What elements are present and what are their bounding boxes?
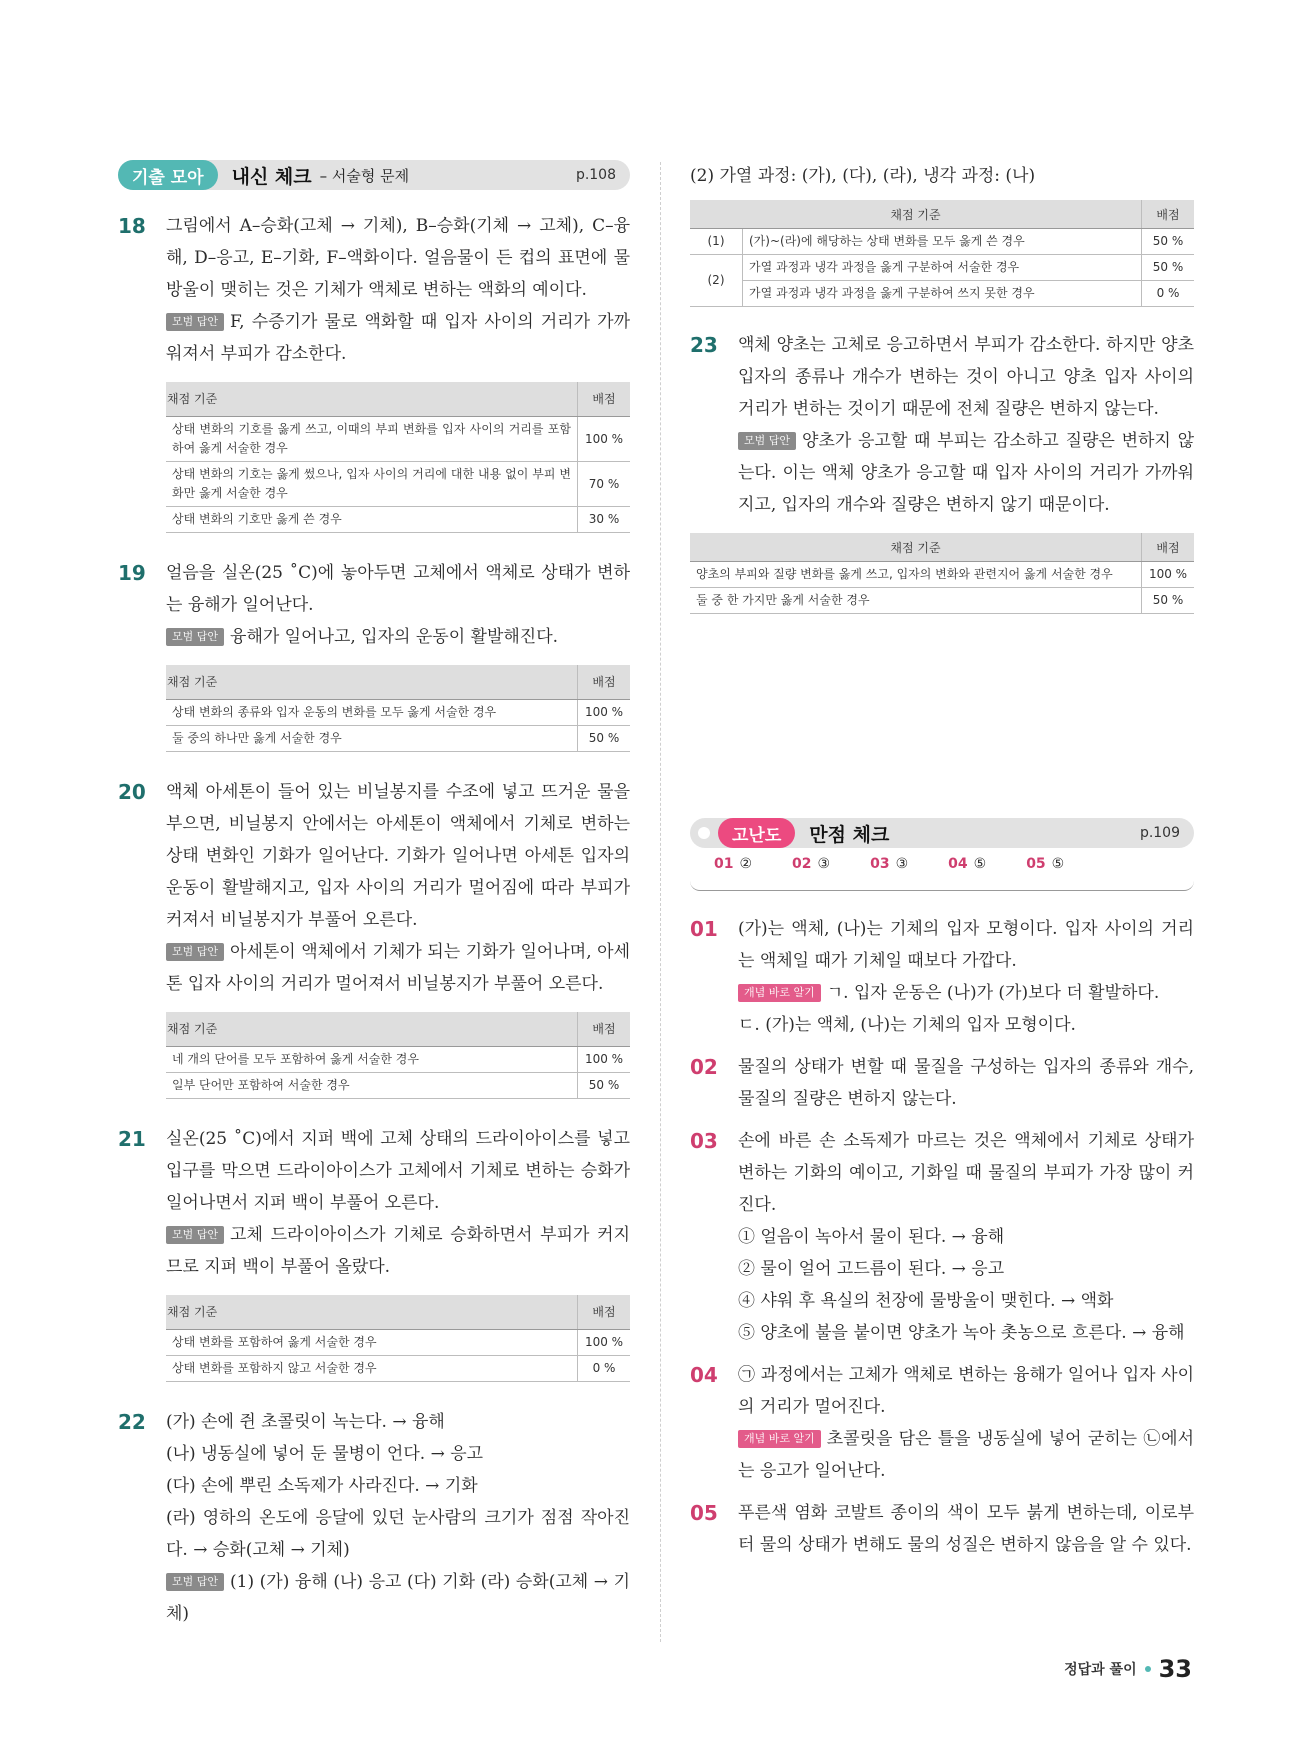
- scoring-table: [166, 665, 630, 752]
- model-answer: [166, 1566, 630, 1630]
- column-divider: [660, 162, 661, 1642]
- criteria-cell: 양초의 부피와 질량 변화를 옳게 쓰고, 입자의 변화와 관련지어 옳게 서술한 경우: [690, 562, 1142, 588]
- score-cell: 50 %: [1142, 255, 1195, 281]
- question-05: [690, 1497, 1194, 1561]
- concept-note: [738, 977, 1194, 1009]
- page-footer: [1064, 1655, 1192, 1683]
- score-cell: 30 %: [578, 507, 631, 533]
- section-title: 만점 체크: [809, 823, 890, 846]
- question-number: 23: [690, 333, 718, 357]
- question-text: 물질의 상태가 변할 때 물질을 구성하는 입자의 종류와 개수, 물질의 질량은 변하지 않는다.: [738, 1057, 1194, 1109]
- question-23: [690, 329, 1194, 521]
- choice-line: ⑤ 양초에 불을 붙이면 양초가 녹아 촛농으로 흐른다. → 융해: [738, 1323, 1185, 1343]
- question-number: 02: [690, 1055, 718, 1079]
- question-text: 실온(25 ˚C)에서 지퍼 백에 고체 상태의 드라이아이스를 넣고 입구를 막으면 드라이아이스가 고체에서 기체로 변하는 승화가 일어나면서 지퍼 백이 부풀어 오른다.: [166, 1129, 630, 1213]
- footer-dot-icon: [1145, 1666, 1151, 1672]
- question-number: 18: [118, 214, 146, 238]
- page-number: 33: [1158, 1655, 1192, 1683]
- table-header-criteria: 채점 기준: [166, 665, 578, 700]
- table-header-score: 배점: [1142, 533, 1195, 562]
- criteria-cell: (가)~(라)에 해당하는 상태 변화를 모두 옳게 쓴 경우: [743, 229, 1142, 255]
- left-column: [118, 160, 630, 1630]
- model-answer-tag: 모범 답안: [166, 628, 224, 646]
- scoring-table: [166, 1012, 630, 1099]
- question-text: 그림에서 A–승화(고체 → 기체), B–승화(기체 → 고체), C–융해, D–응고, E–기화, F–액화이다. 얼음물이 든 컵의 표면에 물방울이 맺히는 것은 기체가 액체로 변하는 액화의 예이다.: [166, 216, 630, 300]
- question-text: 푸른색 염화 코발트 종이의 색이 모두 붉게 변하는데, 이로부터 물의 상태가 변해도 물의 성질은 변하지 않음을 알 수 있다.: [738, 1503, 1194, 1555]
- question-04: [690, 1359, 1194, 1487]
- question-number: 22: [118, 1410, 146, 1434]
- section-page-ref: p.109: [1139, 825, 1180, 841]
- model-answer-tag: 모범 답안: [166, 943, 224, 961]
- table-header-criteria: 채점 기준: [690, 200, 1142, 229]
- scoring-table: [166, 382, 630, 533]
- answer-choice: ②: [739, 856, 753, 872]
- answer-number: 05: [1026, 856, 1046, 872]
- score-cell: 50 %: [578, 1073, 631, 1099]
- criteria-cell: 상태 변화의 기호는 옳게 썼으나, 입자 사이의 거리에 대한 내용 없이 부피 변화만 옳게 서술한 경우: [166, 462, 578, 507]
- criteria-cell: 상태 변화를 포함하지 않고 서술한 경우: [166, 1356, 578, 1382]
- concept-tag: 개념 바로 알기: [738, 984, 821, 1002]
- score-cell: 0 %: [1142, 281, 1195, 307]
- criteria-cell: 가열 과정과 냉각 과정을 옳게 구분하여 서술한 경우: [743, 255, 1142, 281]
- scoring-table-22: [690, 200, 1194, 307]
- model-answer-text: 고체 드라이아이스가 기체로 승화하면서 부피가 커지므로 지퍼 백이 부풀어 올랐다.: [166, 1225, 630, 1277]
- question-text: 손에 바른 손 소독제가 마르는 것은 액체에서 기체로 상태가 변하는 기화의 예이고, 기화일 때 물질의 부피가 가장 많이 커진다.: [738, 1131, 1194, 1215]
- table-row: [690, 588, 1194, 614]
- model-answer-text: 융해가 일어나고, 입자의 운동이 활발해진다.: [230, 627, 559, 647]
- table-row: [166, 1330, 630, 1356]
- footer-label: 정답과 풀이: [1064, 1662, 1137, 1678]
- model-answer-tag: 모범 답안: [166, 1226, 224, 1244]
- question-number: 21: [118, 1127, 146, 1151]
- table-header-score: 배점: [578, 1295, 631, 1330]
- table-row: [166, 726, 630, 752]
- question-19: [118, 557, 630, 752]
- model-answer-tag: 모범 답안: [166, 313, 224, 331]
- table-header-score: 배점: [1142, 200, 1195, 229]
- table-row: [166, 1073, 630, 1099]
- answer-key-item: [948, 856, 986, 872]
- question-22-continued: [690, 160, 1194, 192]
- table-header-criteria: 채점 기준: [166, 1012, 578, 1047]
- table-header-criteria: 채점 기준: [166, 382, 578, 417]
- section-header-gonando: [690, 818, 1194, 848]
- question-text: 액체 아세톤이 들어 있는 비닐봉지를 수조에 넣고 뜨거운 물을 부으면, 비닐봉지 안에서는 아세톤이 액체에서 기체로 변하는 상태 변화인 기화가 일어난다. 기화가 일어나면 아세톤 입자의 운동이 활발해지고, 입자 사이의 거리가 멀어짐에 따라 부피가 커져서 비닐봉지가 부풀어 오른다.: [166, 782, 630, 930]
- answer-number: 03: [870, 856, 890, 872]
- score-cell: 100 %: [578, 700, 631, 726]
- section-page-ref: p.108: [575, 167, 616, 183]
- concept-tag: 개념 바로 알기: [738, 1430, 821, 1448]
- table-row: [166, 1047, 630, 1073]
- question-02: [690, 1051, 1194, 1115]
- criteria-cell: 둘 중 한 가지만 옳게 서술한 경우: [690, 588, 1142, 614]
- question-01: [690, 913, 1194, 1041]
- choice-line: ① 얼음이 녹아서 물이 된다. → 융해: [738, 1227, 1005, 1247]
- question-line: (2) 가열 과정: (가), (다), (라), 냉각 과정: (나): [690, 166, 1036, 186]
- table-row: [166, 1356, 630, 1382]
- table-row: [166, 700, 630, 726]
- question-number: 01: [690, 917, 718, 941]
- table-header-score: 배점: [578, 665, 631, 700]
- answer-key-item: [1026, 856, 1064, 872]
- choice-line: ② 물이 얼어 고드름이 된다. → 응고: [738, 1259, 1005, 1279]
- table-row: [690, 255, 1194, 281]
- table-row: [166, 417, 630, 462]
- question-line: (가) 손에 쥔 초콜릿이 녹는다. → 융해: [166, 1412, 445, 1432]
- criteria-cell: 네 개의 단어를 모두 포함하여 옳게 서술한 경우: [166, 1047, 578, 1073]
- criteria-cell: 상태 변화를 포함하여 옳게 서술한 경우: [166, 1330, 578, 1356]
- question-21: [118, 1123, 630, 1382]
- question-number: 03: [690, 1129, 718, 1153]
- score-cell: 50 %: [1142, 588, 1195, 614]
- question-line: (다) 손에 뿌린 소독제가 사라진다. → 기화: [166, 1476, 478, 1496]
- answer-number: 02: [792, 856, 812, 872]
- table-header-score: 배점: [578, 382, 631, 417]
- score-cell: 100 %: [578, 417, 631, 462]
- right-column: [690, 160, 1194, 1561]
- table-header-criteria: 채점 기준: [166, 1295, 578, 1330]
- answer-key-item: [870, 856, 908, 872]
- criteria-cell: 상태 변화의 기호를 옳게 쓰고, 이때의 부피 변화를 입자 사이의 거리를 포함하여 옳게 서술한 경우: [166, 417, 578, 462]
- answer-choice: ⑤: [1051, 856, 1065, 872]
- answer-choice: ⑤: [973, 856, 987, 872]
- question-text: 얼음을 실온(25 ˚C)에 놓아두면 고체에서 액체로 상태가 변하는 융해가 일어난다.: [166, 563, 630, 615]
- score-cell: 100 %: [578, 1047, 631, 1073]
- model-answer: [166, 1219, 630, 1283]
- answer-key: [690, 848, 1194, 878]
- concept-text: 초콜릿을 담은 틀을 냉동실에 넣어 굳히는 ㉡에서는 응고가 일어난다.: [738, 1429, 1194, 1481]
- answer-choice: ③: [817, 856, 831, 872]
- answer-number: 04: [948, 856, 968, 872]
- score-cell: 50 %: [1142, 229, 1195, 255]
- answer-key-item: [714, 856, 752, 872]
- criteria-cell: 일부 단어만 포함하여 서술한 경우: [166, 1073, 578, 1099]
- question-line: (나) 냉동실에 넣어 둔 물병이 언다. → 응고: [166, 1444, 484, 1464]
- question-18: [118, 210, 630, 533]
- answer-key-item: [792, 856, 830, 872]
- model-answer-text: F, 수증기가 물로 액화할 때 입자 사이의 거리가 가까워져서 부피가 감소한다.: [166, 312, 630, 364]
- answer-choice: ③: [895, 856, 909, 872]
- model-answer-text: 아세톤이 액체에서 기체가 되는 기화가 일어나며, 아세톤 입자 사이의 거리가 멀어져서 비닐봉지가 부풀어 오른다.: [166, 942, 630, 994]
- score-cell: 100 %: [1142, 562, 1195, 588]
- question-number: 05: [690, 1501, 718, 1525]
- question-text: (가)는 액체, (나)는 기체의 입자 모형이다. 입자 사이의 거리는 액체일 때가 기체일 때보다 가깝다.: [738, 919, 1194, 971]
- table-header-score: 배점: [578, 1012, 631, 1047]
- scoring-table-23: [690, 533, 1194, 614]
- section-badge: 고난도: [718, 818, 795, 848]
- concept-text: ㄱ. 입자 운동은 (나)가 (가)보다 더 활발하다.: [826, 983, 1160, 1003]
- criteria-cell: 둘 중의 하나만 옳게 서술한 경우: [166, 726, 578, 752]
- question-number: 19: [118, 561, 146, 585]
- table-row: [690, 281, 1194, 307]
- choice-line: ④ 샤워 후 욕실의 천장에 물방울이 맺힌다. → 액화: [738, 1291, 1114, 1311]
- question-number: 20: [118, 780, 146, 804]
- model-answer-text: (1) (가) 융해 (나) 응고 (다) 기화 (라) 승화(고체 → 기체): [166, 1572, 630, 1624]
- criteria-cell: 상태 변화의 종류와 입자 운동의 변화를 모두 옳게 서술한 경우: [166, 700, 578, 726]
- section-title: 내신 체크: [231, 165, 312, 188]
- model-answer: [166, 621, 630, 653]
- question-03: [690, 1125, 1194, 1349]
- question-line: (라) 영하의 온도에 응달에 있던 눈사람의 크기가 점점 작아진다. → 승화(고체 → 기체): [166, 1508, 630, 1560]
- question-20: [118, 776, 630, 1099]
- concept-text: ㄷ. (가)는 액체, (나)는 기체의 입자 모형이다.: [738, 1015, 1076, 1035]
- score-cell: 50 %: [578, 726, 631, 752]
- table-row: [690, 229, 1194, 255]
- model-answer: [166, 306, 630, 370]
- part-cell: (1): [690, 229, 743, 255]
- table-row: [166, 462, 630, 507]
- section-subtitle: – 서술형 문제: [319, 166, 410, 185]
- model-answer: [738, 425, 1194, 521]
- table-row: [690, 562, 1194, 588]
- score-cell: 70 %: [578, 462, 631, 507]
- question-22: [118, 1406, 630, 1630]
- criteria-cell: 가열 과정과 냉각 과정을 옳게 구분하여 쓰지 못한 경우: [743, 281, 1142, 307]
- model-answer: [166, 936, 630, 1000]
- question-text: ㉠ 과정에서는 고체가 액체로 변하는 융해가 일어나 입자 사이의 거리가 멀어진다.: [738, 1365, 1194, 1417]
- table-header-criteria: 채점 기준: [690, 533, 1142, 562]
- concept-note: [738, 1423, 1194, 1487]
- question-number: 04: [690, 1363, 718, 1387]
- score-cell: 0 %: [578, 1356, 631, 1382]
- score-cell: 100 %: [578, 1330, 631, 1356]
- answer-number: 01: [714, 856, 734, 872]
- answer-key-underline: [690, 878, 1194, 891]
- section-badge: 기출 모아: [118, 160, 218, 190]
- question-text: 액체 양초는 고체로 응고하면서 부피가 감소한다. 하지만 양초 입자의 종류나 개수가 변하는 것이 아니고 양초 입자 사이의 거리가 변하는 것이기 때문에 전체 질량은 변하지 않는다.: [738, 335, 1194, 419]
- section-header-naesin: [118, 160, 630, 190]
- criteria-cell: 상태 변화의 기호만 옳게 쓴 경우: [166, 507, 578, 533]
- scoring-table: [166, 1295, 630, 1382]
- part-cell: (2): [690, 255, 743, 307]
- model-answer-tag: 모범 답안: [738, 432, 796, 450]
- model-answer-text: 양초가 응고할 때 부피는 감소하고 질량은 변하지 않는다. 이는 액체 양초가 응고할 때 입자 사이의 거리가 가까워지고, 입자의 개수와 질량은 변하지 않기 때문이다.: [738, 431, 1194, 515]
- table-row: [166, 507, 630, 533]
- bullet-dot-icon: [698, 827, 710, 839]
- model-answer-tag: 모범 답안: [166, 1573, 224, 1591]
